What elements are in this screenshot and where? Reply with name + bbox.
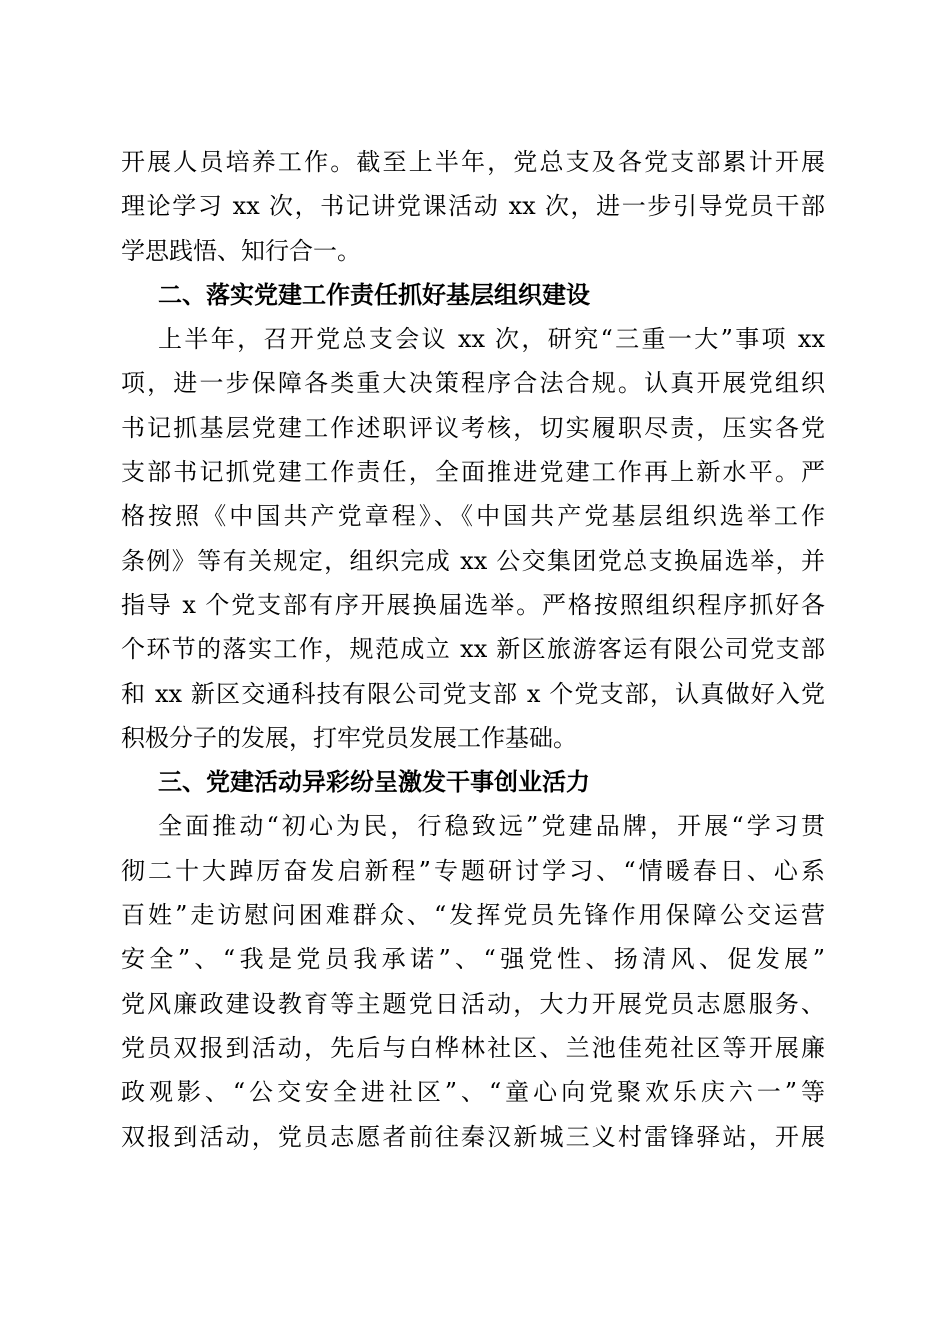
text-line: 书记抓基层党建工作述职评议考核，切实履职尽责，压实各党 [121, 413, 825, 442]
text-line: 上半年，召开党总支会议 xx 次，研究“三重一大”事项 xx [158, 325, 825, 354]
text-line: 个环节的落实工作，规范成立 xx 新区旅游客运有限公司党支部 [121, 635, 825, 664]
text-line: 条例》等有关规定，组织完成 xx 公交集团党总支换届选举，并 [121, 546, 825, 575]
section-2-paragraph [121, 317, 825, 760]
section-2-heading: 二、落实党建工作责任抓好基层组织建设 [158, 280, 590, 309]
text-line: 积极分子的发展，打牢党员发展工作基础。 [121, 723, 577, 752]
text-line: 格按照《中国共产党章程》、《中国共产党基层组织选举工作 [121, 502, 825, 531]
text-line: 项，进一步保障各类重大决策程序合法合规。认真开展党组织 [121, 369, 825, 398]
text-line: 双报到活动，党员志愿者前往秦汉新城三义村雷锋驿站，开展 [121, 1122, 825, 1151]
section-3-paragraph [121, 804, 825, 1158]
text-line: 开展人员培养工作。截至上半年，党总支及各党支部累计开展 [121, 148, 825, 176]
text-line: 党风廉政建设教育等主题党日活动，大力开展党员志愿服务、 [121, 989, 825, 1018]
paragraph-1 [121, 140, 825, 273]
text-line: 支部书记抓党建工作责任，全面推进党建工作再上新水平。严 [121, 458, 825, 487]
text-line: 党员双报到活动，先后与白桦林社区、兰池佳苑社区等开展廉 [121, 1033, 825, 1062]
text-line: 安全”、“我是党员我承诺”、“强党性、扬清风、促发展” [121, 945, 825, 974]
text-line: 彻二十大踔厉奋发启新程”专题研讨学习、“情暖春日、心系 [121, 856, 825, 885]
text-line: 学思践悟、知行合一。 [121, 236, 361, 265]
text-line: 政观影、“公交安全进社区”、“童心向党聚欢乐庆六一”等 [121, 1078, 825, 1107]
text-line: 指导 x 个党支部有序开展换届选举。严格按照组织程序抓好各 [121, 590, 825, 619]
document-body [121, 140, 825, 1159]
text-line: 全面推动“初心为民，行稳致远”党建品牌，开展“学习贯 [158, 812, 825, 841]
section-3-heading: 三、党建活动异彩纷呈激发干事创业活力 [158, 768, 590, 797]
text-line: 百姓”走访慰问困难群众、“发挥党员先锋作用保障公交运营 [121, 901, 825, 930]
text-line: 和 xx 新区交通科技有限公司党支部 x 个党支部，认真做好入党 [121, 679, 825, 708]
text-line: 理论学习 xx 次，书记讲党课活动 xx 次，进一步引导党员干部 [121, 192, 825, 221]
